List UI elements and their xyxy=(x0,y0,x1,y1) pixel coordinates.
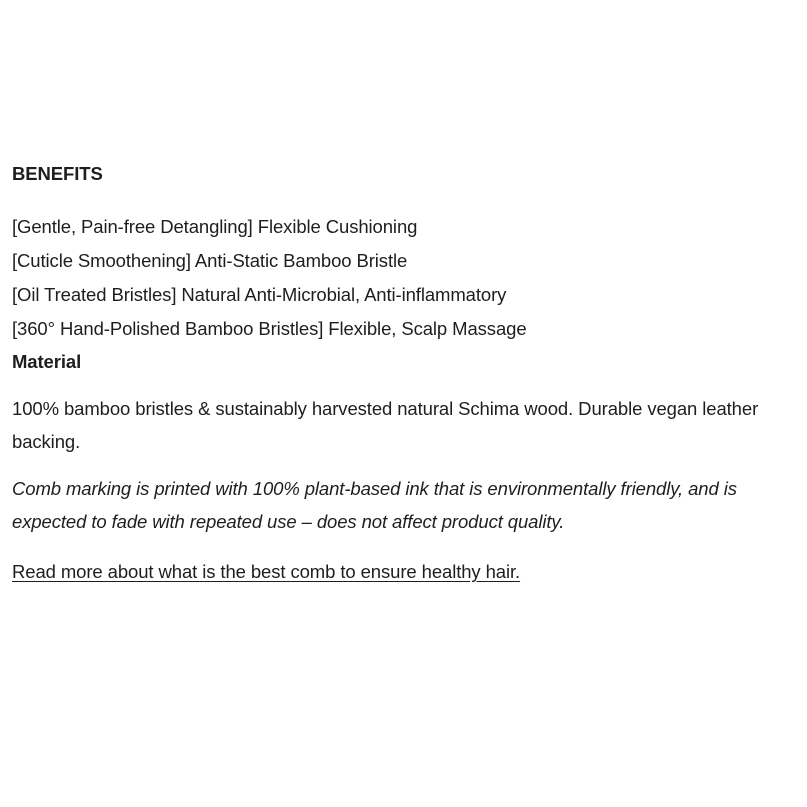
benefit-item: [Oil Treated Bristles] Natural Anti-Microbial, Anti-inflammatory xyxy=(12,284,507,305)
benefits-heading: BENEFITS xyxy=(12,163,103,184)
ink-note: Comb marking is printed with 100% plant-based ink that is environmentally friendly, and is expected to fade with repeated use – does not affect product quality. xyxy=(12,478,737,532)
product-details xyxy=(12,160,794,586)
benefit-item: [Gentle, Pain-free Detangling] Flexible Cushioning xyxy=(12,216,418,237)
benefit-item: [Cuticle Smoothening] Anti-Static Bamboo Bristle xyxy=(12,250,408,271)
material-heading: Material xyxy=(12,351,82,372)
material-description: 100% bamboo bristles & sustainably harvested natural Schima wood. Durable vegan leather backing. xyxy=(12,398,759,452)
read-more-link[interactable]: Read more about what is the best comb to ensure healthy hair. xyxy=(12,561,521,582)
benefits-list xyxy=(12,210,794,346)
benefit-item: [360° Hand-Polished Bamboo Bristles] Flexible, Scalp Massage xyxy=(12,318,527,339)
